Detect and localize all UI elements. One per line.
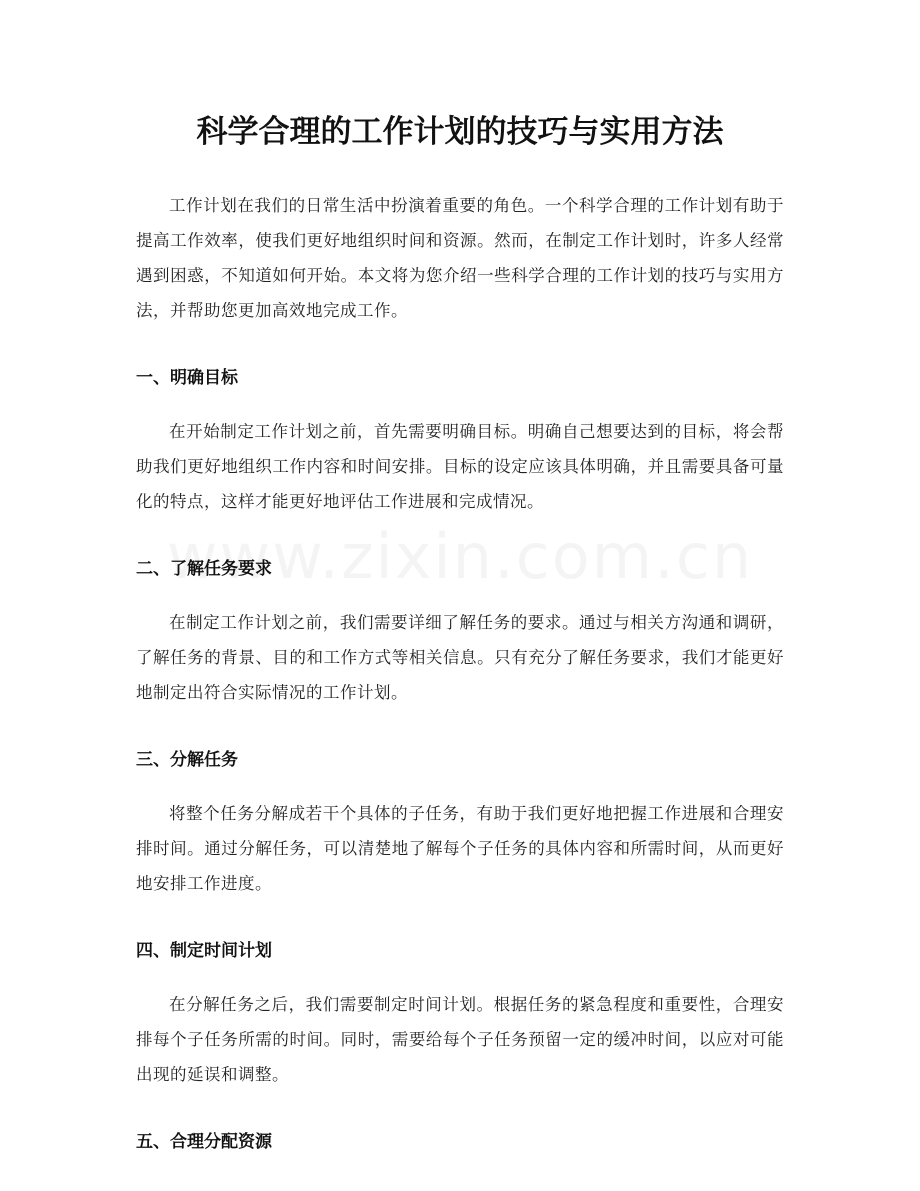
intro-paragraph: 工作计划在我们的日常生活中扮演着重要的角色。一个科学合理的工作计划有助于提高工作效率，使我们更好地组织时间和资源。然而，在制定工作计划时，许多人经常遇到困惑，不知道如何开始。本文将为您介绍一些科学合理的工作计划的技巧与实用方法，并帮助您更加高效地完成工作。 xyxy=(136,196,784,320)
section-heading-4: 四、制定时间计划 xyxy=(136,941,272,961)
section-body-4: 在分解任务之后，我们需要制定时间计划。根据任务的紧急程度和重要性，合理安排每个子任务所需的时间。同时，需要给每个子任务预留一定的缓冲时间，以应对可能出现的延误和调整。 xyxy=(136,995,784,1084)
section-heading-5: 五、合理分配资源 xyxy=(136,1132,272,1152)
section-heading-2: 二、了解任务要求 xyxy=(136,559,272,579)
section-body-1: 在开始制定工作计划之前，首先需要明确目标。明确自己想要达到的目标，将会帮助我们更好地组织工作内容和时间安排。目标的设定应该具体明确，并且需要具备可量化的特点，这样才能更好地评估工作进展和完成情况。 xyxy=(136,422,784,511)
section-body-2: 在制定工作计划之前，我们需要详细了解任务的要求。通过与相关方沟通和调研，了解任务的背景、目的和工作方式等相关信息。只有充分了解任务要求，我们才能更好地制定出符合实际情况的工作计划。 xyxy=(136,613,784,702)
section-body-3: 将整个任务分解成若干个具体的子任务，有助于我们更好地把握工作进展和合理安排时间。通过分解任务，可以清楚地了解每个子任务的具体内容和所需时间，从而更好地安排工作进度。 xyxy=(136,804,784,893)
document-title: 科学合理的工作计划的技巧与实用方法 xyxy=(196,114,724,150)
section-heading-3: 三、分解任务 xyxy=(136,750,238,770)
section-heading-1: 一、明确目标 xyxy=(136,368,238,388)
